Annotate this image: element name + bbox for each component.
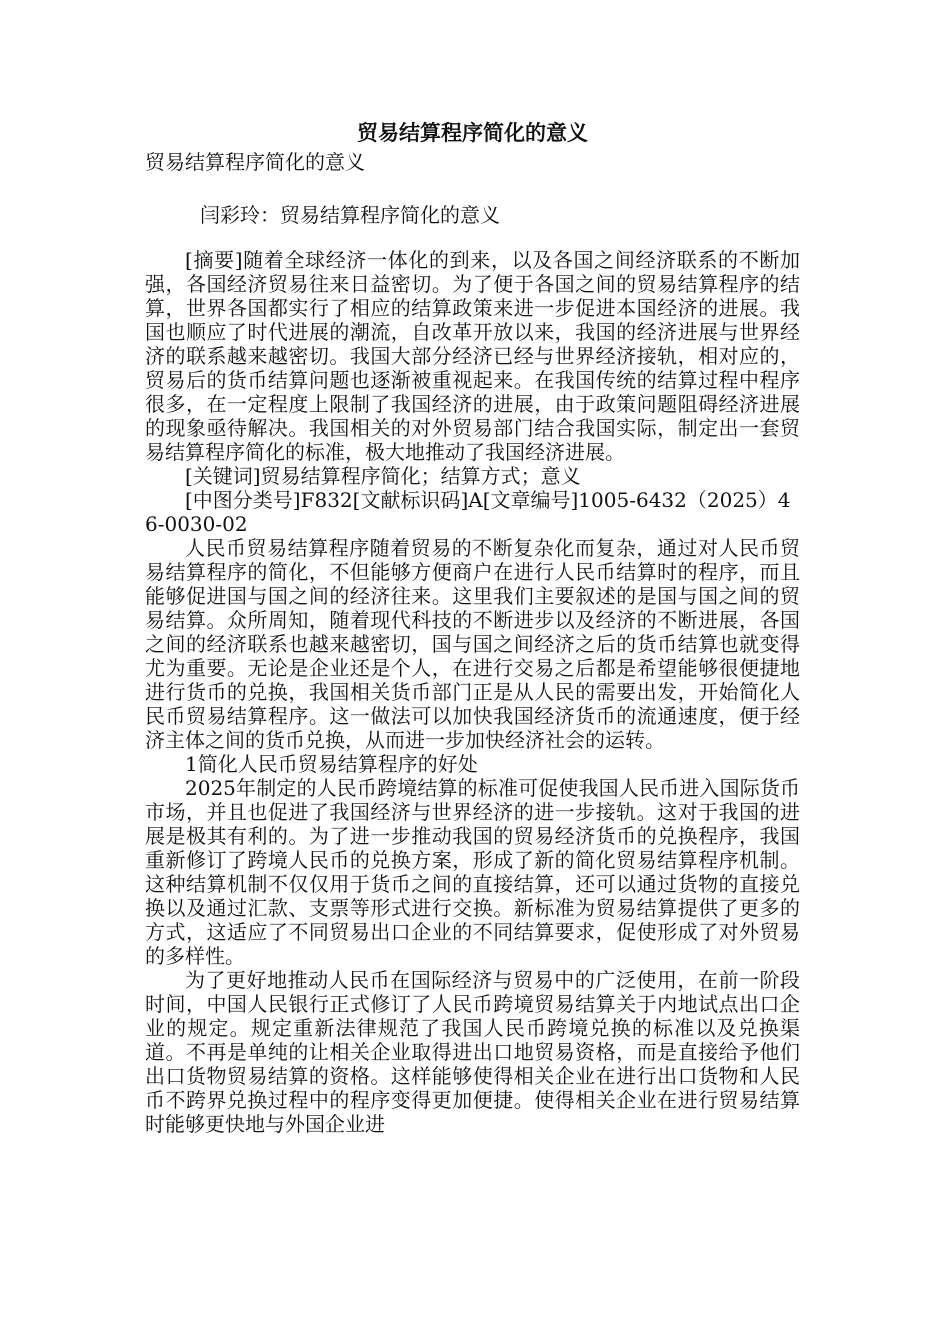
section-heading: 1简化人民币贸易结算程序的好处 [185,752,478,776]
section-paragraph: 2025年制定的人民币跨境结算的标准可促使我国人民币进入国际货币市场，并且也促进了我国经济与世界经济的进一步接轨。这对于我国的进展是极其有利的。为了进一步推动我国的贸易经济货币的兑换程序，我国重新修订了跨境人民币的兑换方案，形成了新的简化贸易结算程序机制。这种结算机制不仅仅用于货币之间的直接结算，还可以通过货物的直接兑换以及通过汇款、支票等形式进行交换。新标准为贸易结算提供了更多的方式，这适应了不同贸易出口企业的不同结算要求，促使形成了对外贸易的多样性。 [145,776,800,968]
document-page [145,118,800,1136]
document-subtitle: 贸易结算程序简化的意义 [145,150,365,174]
keywords-line: [关键词]贸易结算程序简化；结算方式；意义 [185,464,581,488]
document-title: 贸易结算程序简化的意义 [357,120,588,145]
section-paragraph: 为了更好地推动人民币在国际经济与贸易中的广泛使用，在前一阶段时间，中国人民银行正式修订了人民币跨境贸易结算关于内地试点出口企业的规定。规定重新法律规范了我国人民币跨境兑换的标准以及兑换渠道。不再是单纯的让相关企业取得进出口地贸易资格，而是直接给予他们出口货物贸易结算的资格。这样能够使得相关企业在进行出口货物和人民币不跨界兑换过程中的程序变得更加便捷。使得相关企业在进行贸易结算时能够更快地与外国企业进 [145,968,800,1136]
classification-line: [中图分类号]F832[文献标识码]A[文章编号]1005-6432（2025）46-0030-02 [145,488,791,536]
abstract-paragraph: [摘要]随着全球经济一体化的到来，以及各国之间经济联系的不断加强，各国经济贸易往来日益密切。为了便于各国之间的贸易结算程序的结算，世界各国都实行了相应的结算政策来进一步促进本国经济的进展。我国也顺应了时代进展的潮流，自改革开放以来，我国的经济进展与世界经济的联系越来越密切。我国大部分经济已经与世界经济接轨，相对应的，贸易后的货币结算问题也逐渐被重视起来。在我国传统的结算过程中程序很多，在一定程度上限制了我国经济的进展，由于政策问题阻碍经济进展的现象亟待解决。我国相关的对外贸易部门结合我国实际，制定出一套贸易结算程序简化的标准，极大地推动了我国经济进展。 [145,248,800,464]
author-line: 闫彩玲：贸易结算程序简化的意义 [200,203,500,227]
body-paragraph: 人民币贸易结算程序随着贸易的不断复杂化而复杂，通过对人民币贸易结算程序的简化，不但能够方便商户在进行人民币结算时的程序，而且能够促进国与国之间的经济往来。这里我们主要叙述的是国与国之间的贸易结算。众所周知，随着现代科技的不断进步以及经济的不断进展，各国之间的经济联系也越来越密切，国与国之间经济之后的货币结算也就变得尤为重要。无论是企业还是个人，在进行交易之后都是希望能够很便捷地进行货币的兑换，我国相关货币部门正是从人民的需要出发，开始简化人民币贸易结算程序。这一做法可以加快我国经济货币的流通速度，便于经济主体之间的货币兑换，从而进一步加快经济社会的运转。 [145,536,800,752]
